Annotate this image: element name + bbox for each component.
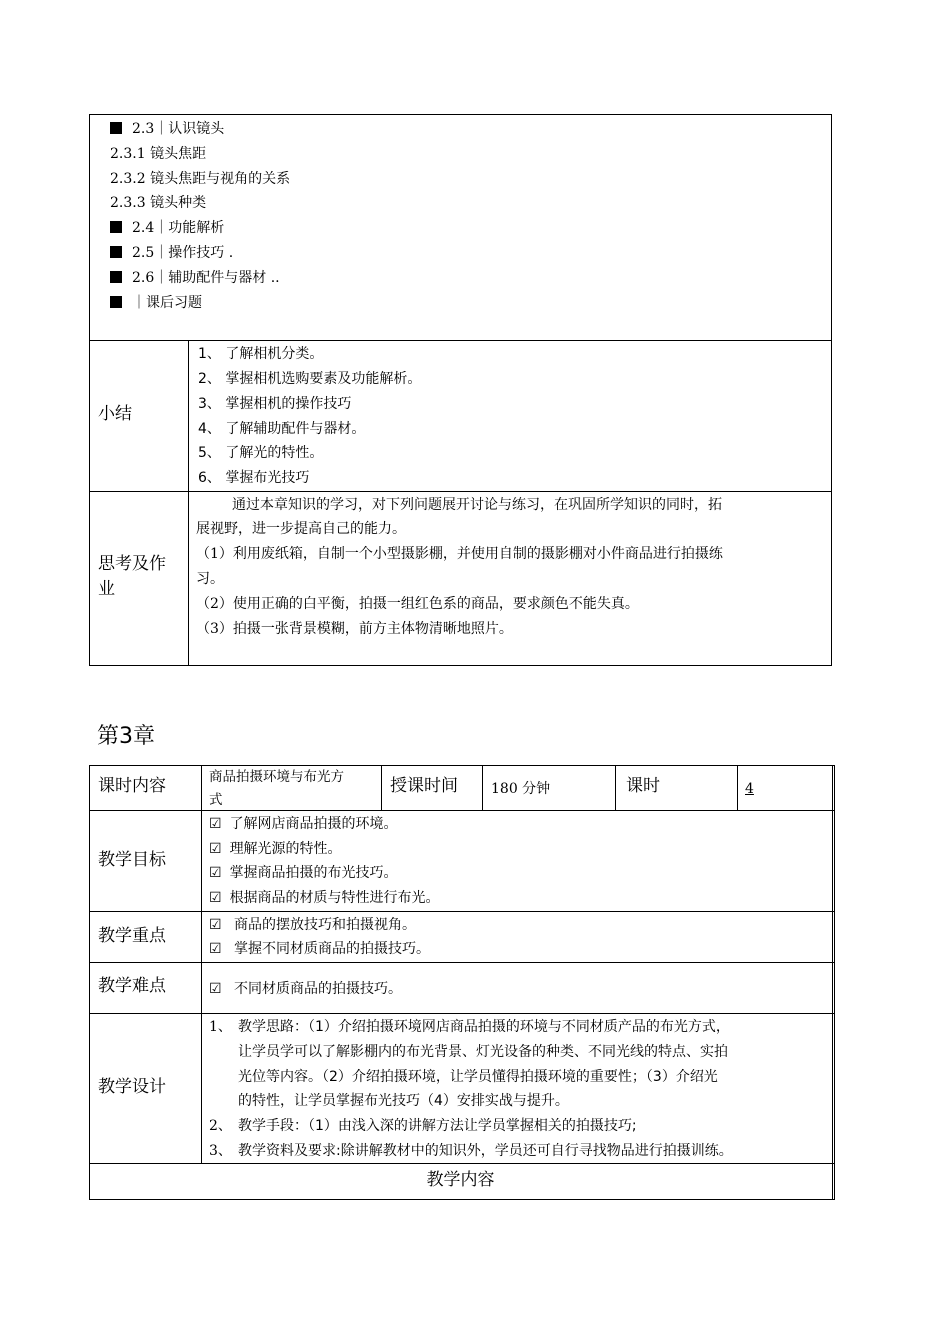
design-item-number: 2、 <box>209 1118 232 1134</box>
objective-item: ☑ 根据商品的材质与特性进行布光。 <box>209 890 440 906</box>
toc-item: 2.3｜认识镜头 <box>110 120 224 138</box>
key-points-label: 教学重点 <box>98 926 166 946</box>
square-bullet-icon <box>110 271 122 283</box>
teaching-time-value: 180 分钟 <box>491 781 551 797</box>
course-content-value-cont: 式 <box>209 792 223 808</box>
homework-label-cont: 业 <box>98 579 115 599</box>
summary-item: 4、 了解辅助配件与器材。 <box>198 421 366 437</box>
homework-question-1: （1）利用废纸箱，自制一个小型摄影棚，并使用自制的摄影棚对小件商品进行拍摄练 <box>196 546 723 562</box>
course-content-value: 商品拍摄环境与布光方 <box>209 769 344 785</box>
hours-label: 课时 <box>626 776 660 796</box>
square-bullet-icon <box>110 122 122 134</box>
toc-item: 2.5｜操作技巧 . <box>110 244 233 262</box>
design-item-1-cont: 光位等内容。（2）介绍拍摄环境，让学员懂得拍摄环境的重要性；（3）介绍光 <box>238 1069 718 1085</box>
design-item-1-cont: 让学员学可以了解影棚内的布光背景、灯光设备的种类、不同光线的特点、实拍 <box>238 1044 728 1060</box>
summary-item: 3、 掌握相机的操作技巧 <box>198 396 352 412</box>
toc-item: 2.3.1 镜头焦距 <box>110 146 207 162</box>
content-header: 教学内容 <box>426 1170 495 1190</box>
homework-question-3: （3）拍摄一张背景模糊，前方主体物清晰地照片。 <box>196 621 513 637</box>
key-point-item: ☑ 商品的摆放技巧和拍摄视角。 <box>209 917 417 933</box>
homework-question-1-cont: 习。 <box>196 571 224 587</box>
summary-label: 小结 <box>98 404 132 424</box>
checkbox-checked-icon: ☑ <box>209 865 222 881</box>
homework-intro: 通过本章知识的学习，对下列问题展开讨论与练习，在巩固所学知识的同时，拓 <box>232 497 722 513</box>
summary-item: 5、 了解光的特性。 <box>198 445 324 461</box>
summary-item: 6、 掌握布光技巧 <box>198 470 310 486</box>
toc-item: 2.3.3 镜头种类 <box>110 195 207 211</box>
toc-item: ｜课后习题 <box>110 294 202 312</box>
toc-item: 2.4｜功能解析 <box>110 219 224 237</box>
checkbox-checked-icon: ☑ <box>209 816 222 832</box>
homework-question-2: （2）使用正确的白平衡，拍摄一组红色系的商品，要求颜色不能失真。 <box>196 596 639 612</box>
checkbox-checked-icon: ☑ <box>209 841 222 857</box>
hours-value: 4 <box>745 781 754 797</box>
design-item-2: 教学手段：（1）由浅入深的讲解方法让学员掌握相关的拍摄技巧; <box>238 1118 637 1134</box>
difficulties-label: 教学难点 <box>98 976 166 996</box>
toc-item: 2.3.2 镜头焦距与视角的关系 <box>110 171 291 187</box>
homework-intro-cont: 展视野，进一步提高自己的能力。 <box>196 521 406 537</box>
course-content-label: 课时内容 <box>98 776 166 796</box>
checkbox-checked-icon: ☑ <box>209 917 222 933</box>
square-bullet-icon <box>110 221 122 233</box>
square-bullet-icon <box>110 296 122 308</box>
design-item-1-cont: 的特性，让学员掌握布光技巧（4）安排实战与提升。 <box>238 1093 569 1109</box>
summary-item: 2、 掌握相机选购要素及功能解析。 <box>198 371 422 387</box>
design-item-1: 教学思路：（1）介绍拍摄环境网店商品拍摄的环境与不同材质产品的布光方式， <box>238 1019 730 1035</box>
teaching-time-label: 授课时间 <box>390 776 458 796</box>
checkbox-checked-icon: ☑ <box>209 890 222 906</box>
checkbox-checked-icon: ☑ <box>209 981 222 997</box>
summary-item: 1、 了解相机分类。 <box>198 346 324 362</box>
difficulty-item: ☑ 不同材质商品的拍摄技巧。 <box>209 981 403 997</box>
objective-item: ☑ 掌握商品拍摄的布光技巧。 <box>209 865 398 881</box>
design-item-number: 3、 <box>209 1143 232 1159</box>
checkbox-checked-icon: ☑ <box>209 941 222 957</box>
key-point-item: ☑ 掌握不同材质商品的拍摄技巧。 <box>209 941 431 957</box>
design-item-3: 教学资料及要求:除讲解教材中的知识外，学员还可自行寻找物品进行拍摄训练。 <box>238 1143 733 1159</box>
objectives-label: 教学目标 <box>98 850 166 870</box>
square-bullet-icon <box>110 246 122 258</box>
design-item-number: 1、 <box>209 1019 232 1035</box>
toc-item: 2.6｜辅助配件与器材 .. <box>110 269 280 287</box>
homework-label: 思考及作 <box>98 554 166 574</box>
design-label: 教学设计 <box>98 1077 166 1097</box>
objective-item: ☑ 了解网店商品拍摄的环境。 <box>209 816 398 832</box>
chapter-title: 第3章 <box>97 724 155 749</box>
objective-item: ☑ 理解光源的特性。 <box>209 841 342 857</box>
